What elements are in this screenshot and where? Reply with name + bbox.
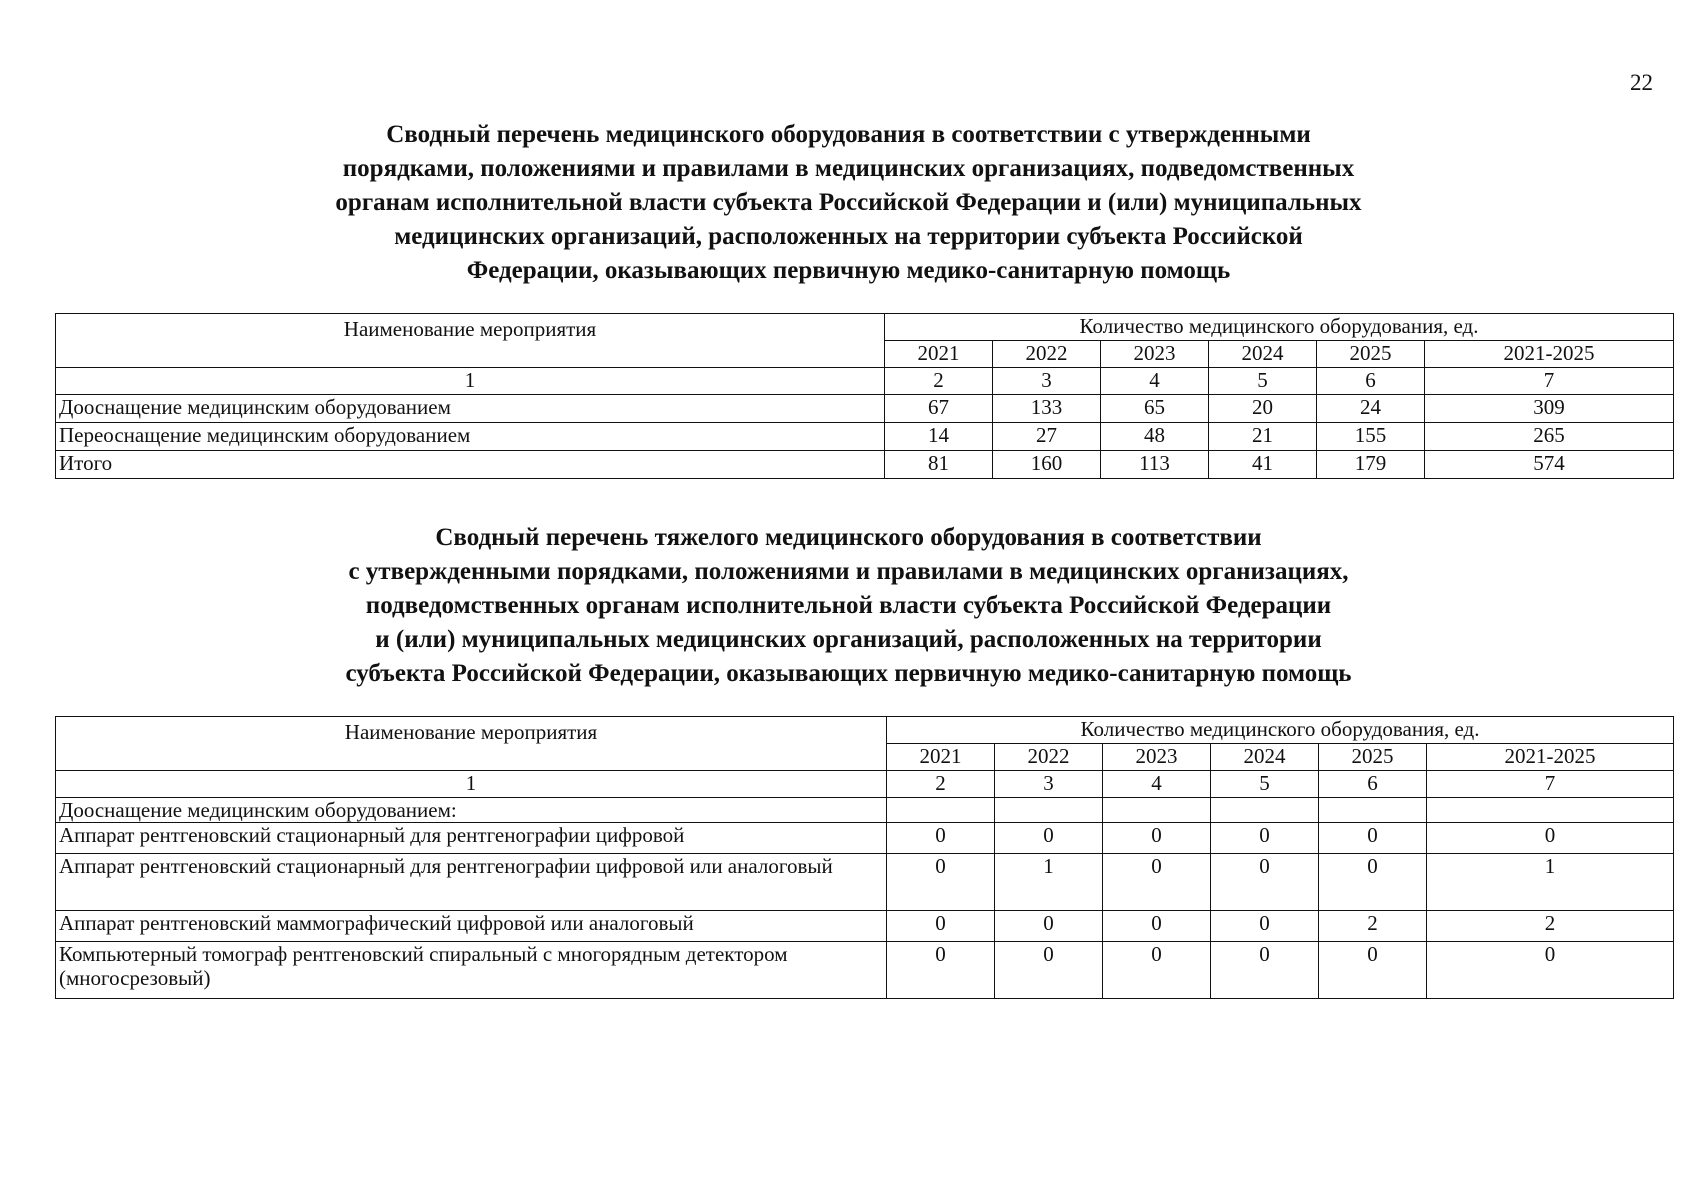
cell-value: 0: [887, 911, 995, 942]
table-row-total: [56, 451, 1674, 479]
table1-title: [0, 118, 1697, 288]
header-group: Количество медицинского оборудования, ед.: [887, 717, 1674, 744]
cell-value: 574: [1425, 451, 1674, 479]
cell-value: 155: [1317, 423, 1425, 451]
header-year: 2021-2025: [1427, 744, 1674, 771]
column-number: 3: [993, 368, 1101, 395]
empty-cell: [1319, 798, 1427, 823]
cell-value: 0: [1319, 823, 1427, 854]
title-line: медицинских организаций, расположенных на территории субъекта Российской: [394, 223, 1303, 250]
header-year: 2024: [1209, 341, 1317, 368]
cell-value: 1: [995, 854, 1103, 911]
cell-value: 0: [1103, 911, 1211, 942]
row-name: Дооснащение медицинским оборудованием: [56, 395, 885, 423]
cell-value: 0: [887, 942, 995, 999]
header-group: Количество медицинского оборудования, ед.: [885, 314, 1674, 341]
cell-value: 2: [1427, 911, 1674, 942]
cell-value: 0: [1103, 942, 1211, 999]
header-year: 2023: [1103, 744, 1211, 771]
header-year: 2021-2025: [1425, 341, 1674, 368]
table-row: [56, 854, 1674, 911]
cell-value: 0: [1319, 942, 1427, 999]
section-row: [56, 798, 1674, 823]
cell-value: 81: [885, 451, 993, 479]
header-name: Наименование мероприятия: [56, 314, 885, 368]
column-number: 2: [887, 771, 995, 798]
cell-value: 179: [1317, 451, 1425, 479]
cell-value: 265: [1425, 423, 1674, 451]
empty-cell: [1211, 798, 1319, 823]
cell-value: 0: [887, 854, 995, 911]
cell-value: 0: [995, 942, 1103, 999]
cell-value: 309: [1425, 395, 1674, 423]
empty-cell: [887, 798, 995, 823]
column-number: 4: [1103, 771, 1211, 798]
column-number: 4: [1101, 368, 1209, 395]
empty-cell: [1103, 798, 1211, 823]
header-year: 2025: [1317, 341, 1425, 368]
cell-value: 0: [995, 823, 1103, 854]
row-name: Аппарат рентгеновский стационарный для рентгенографии цифровой: [56, 823, 887, 854]
cell-value: 0: [1319, 854, 1427, 911]
cell-value: 0: [1211, 911, 1319, 942]
row-name: Итого: [56, 451, 885, 479]
heavy-equipment-table: [55, 716, 1674, 999]
table-row: [56, 942, 1674, 999]
table-row: [56, 823, 1674, 854]
cell-value: 0: [1211, 854, 1319, 911]
cell-value: 20: [1209, 395, 1317, 423]
header-name: Наименование мероприятия: [56, 717, 887, 771]
title-line: с утвержденными порядками, положениями и правилами в медицинских организациях,: [348, 558, 1349, 585]
row-name: Аппарат рентгеновский стационарный для рентгенографии цифровой или аналоговый: [56, 854, 887, 911]
column-number: 6: [1319, 771, 1427, 798]
title-line: Сводный перечень тяжелого медицинского оборудования в соответствии: [435, 524, 1262, 551]
cell-value: 0: [1103, 854, 1211, 911]
column-number: 1: [56, 368, 885, 395]
cell-value: 48: [1101, 423, 1209, 451]
title-line: Сводный перечень медицинского оборудования в соответствии с утвержденными: [386, 121, 1311, 148]
column-number: 2: [885, 368, 993, 395]
cell-value: 2: [1319, 911, 1427, 942]
title-line: органам исполнительной власти субъекта Российской Федерации и (или) муниципальных: [335, 189, 1362, 216]
cell-value: 133: [993, 395, 1101, 423]
cell-value: 0: [995, 911, 1103, 942]
cell-value: 160: [993, 451, 1101, 479]
cell-value: 0: [1211, 823, 1319, 854]
column-number: 5: [1211, 771, 1319, 798]
cell-value: 65: [1101, 395, 1209, 423]
cell-value: 14: [885, 423, 993, 451]
table-row: [56, 911, 1674, 942]
cell-value: 0: [887, 823, 995, 854]
empty-cell: [995, 798, 1103, 823]
table-row: [56, 395, 1674, 423]
column-number: 3: [995, 771, 1103, 798]
header-year: 2021: [887, 744, 995, 771]
title-line: порядками, положениями и правилами в медицинских организациях, подведомственных: [342, 155, 1355, 182]
equipment-summary-table: [55, 313, 1674, 479]
cell-value: 21: [1209, 423, 1317, 451]
header-year: 2023: [1101, 341, 1209, 368]
header-year: 2022: [993, 341, 1101, 368]
cell-value: 27: [993, 423, 1101, 451]
empty-cell: [1427, 798, 1674, 823]
title-line: субъекта Российской Федерации, оказывающих первичную медико-санитарную помощь: [345, 660, 1352, 687]
title-line: Федерации, оказывающих первичную медико-санитарную помощь: [466, 257, 1231, 284]
cell-value: 0: [1211, 942, 1319, 999]
cell-value: 0: [1427, 823, 1674, 854]
row-name: Аппарат рентгеновский маммографический цифровой или аналоговый: [56, 911, 887, 942]
column-number: 6: [1317, 368, 1425, 395]
table2-title: [0, 521, 1697, 691]
cell-value: 0: [1103, 823, 1211, 854]
row-name: Компьютерный томограф рентгеновский спиральный с многорядным детектором (многосрезовый): [56, 942, 887, 999]
title-line: подведомственных органам исполнительной власти субъекта Российской Федерации: [365, 592, 1332, 619]
table-row: [56, 423, 1674, 451]
cell-value: 113: [1101, 451, 1209, 479]
section-label: Дооснащение медицинским оборудованием:: [56, 798, 887, 823]
column-number: 7: [1425, 368, 1674, 395]
header-year: 2024: [1211, 744, 1319, 771]
column-number: 5: [1209, 368, 1317, 395]
page-number: 22: [1630, 70, 1653, 95]
row-name: Переоснащение медицинским оборудованием: [56, 423, 885, 451]
cell-value: 1: [1427, 854, 1674, 911]
cell-value: 24: [1317, 395, 1425, 423]
column-number: 1: [56, 771, 887, 798]
title-line: и (или) муниципальных медицинских организаций, расположенных на территории: [375, 626, 1322, 653]
header-year: 2022: [995, 744, 1103, 771]
header-year: 2021: [885, 341, 993, 368]
cell-value: 41: [1209, 451, 1317, 479]
header-year: 2025: [1319, 744, 1427, 771]
cell-value: 0: [1427, 942, 1674, 999]
cell-value: 67: [885, 395, 993, 423]
column-number: 7: [1427, 771, 1674, 798]
